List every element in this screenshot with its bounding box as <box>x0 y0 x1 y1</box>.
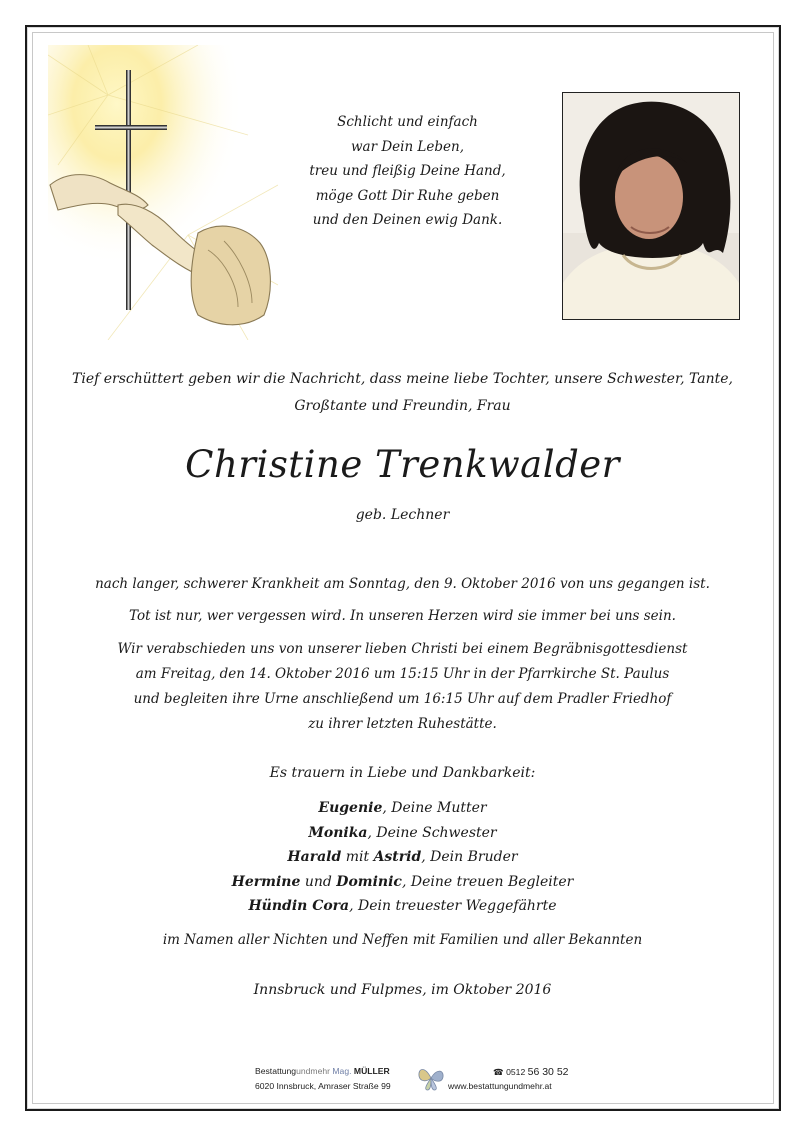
family-line: im Namen aller Nichten und Neffen mit Familien und aller Bekannten <box>162 932 643 948</box>
brand-part: Bestattung <box>255 1066 297 1076</box>
intro-text <box>60 366 745 420</box>
mourner-line <box>60 845 745 870</box>
phone-number: 56 30 52 <box>527 1066 569 1078</box>
phone-prefix: 0512 <box>503 1067 528 1077</box>
funeral-home-phone <box>493 1066 569 1078</box>
mourner-relation: , Deine treuen Begleiter <box>401 873 574 890</box>
funeral-home-brand <box>255 1066 390 1076</box>
mourner-line <box>60 894 745 919</box>
mourner-name: Harald <box>287 849 342 866</box>
mourner-name: Hündin Cora <box>248 898 350 915</box>
funeral-line: zu ihrer letzten Ruhestätte. <box>308 716 497 732</box>
intro-line: Großtante und Freundin, Frau <box>294 398 511 414</box>
mourner-relation: , Deine Schwester <box>367 824 497 841</box>
mourner-connector: mit <box>341 849 374 866</box>
poem-line: möge Gott Dir Ruhe geben <box>315 187 500 204</box>
poem-line: treu und fleißig Deine Hand, <box>309 163 506 179</box>
deceased-name: Christine Trenkwalder <box>185 443 620 486</box>
passing-notice: nach langer, schwerer Krankheit am Sonntag, den 9. Oktober 2016 von uns gegangen ist. <box>95 576 710 592</box>
funeral-line: Wir verabschieden uns von unserer lieben Christi bei einem Begräbnisgottesdienst <box>117 641 688 657</box>
mourner-name: Monika <box>308 824 368 841</box>
portrait-image <box>563 93 739 319</box>
mourner-line <box>60 821 745 846</box>
cross-hands-icon <box>48 45 278 340</box>
mourner-connector: und <box>300 873 337 890</box>
mourner-name: Astrid <box>373 849 422 866</box>
mourner-name: Hermine <box>231 873 301 890</box>
funeral-home-website: www.bestattungundmehr.at <box>448 1081 552 1091</box>
funeral-line: am Freitag, den 14. Oktober 2016 um 15:15 Uhr in der Pfarrkirche St. Paulus <box>135 666 670 682</box>
mourner-relation: , Dein Bruder <box>421 849 518 866</box>
mourner-name: Eugenie <box>318 800 383 816</box>
mourner-relation: , Dein treuester Weggefährte <box>349 898 557 915</box>
place-date: Innsbruck und Fulpmes, im Oktober 2016 <box>253 982 552 998</box>
mourners-heading: Es trauern in Liebe und Dankbarkeit: <box>269 765 536 781</box>
brand-part: Mag. <box>330 1066 354 1076</box>
funeral-home-address: 6020 Innsbruck, Amraser Straße 99 <box>255 1081 391 1091</box>
mourner-relation: , Deine Mutter <box>382 800 487 816</box>
phone-icon: ☎ <box>493 1067 504 1077</box>
butterfly-icon <box>417 1064 445 1092</box>
intro-line: Tief erschüttert geben wir die Nachricht, dass meine liebe Tochter, unsere Schwester, Tante, <box>72 371 733 387</box>
mourner-name: Dominic <box>336 873 402 890</box>
mourner-line <box>60 796 745 821</box>
maiden-name: geb. Lechner <box>355 507 450 523</box>
mourner-line <box>60 870 745 895</box>
poem <box>300 110 515 233</box>
funeral-line: und begleiten ihre Urne anschließend um 16:15 Uhr auf dem Pradler Friedhof <box>133 691 672 707</box>
poem-line: und den Deinen ewig Dank. <box>312 212 503 228</box>
poem-line: Schlicht und einfach <box>337 114 478 130</box>
brand-part: undmehr <box>296 1066 331 1076</box>
portrait-photo <box>562 92 740 320</box>
mourners-list <box>60 796 745 919</box>
funeral-home-footer <box>255 1066 585 1096</box>
brand-part: MÜLLER <box>353 1066 390 1076</box>
poem-line: war Dein Leben, <box>350 138 465 155</box>
memorial-quote: Tot ist nur, wer vergessen wird. In unseren Herzen wird sie immer bei uns sein. <box>129 608 676 624</box>
funeral-details <box>60 637 745 737</box>
